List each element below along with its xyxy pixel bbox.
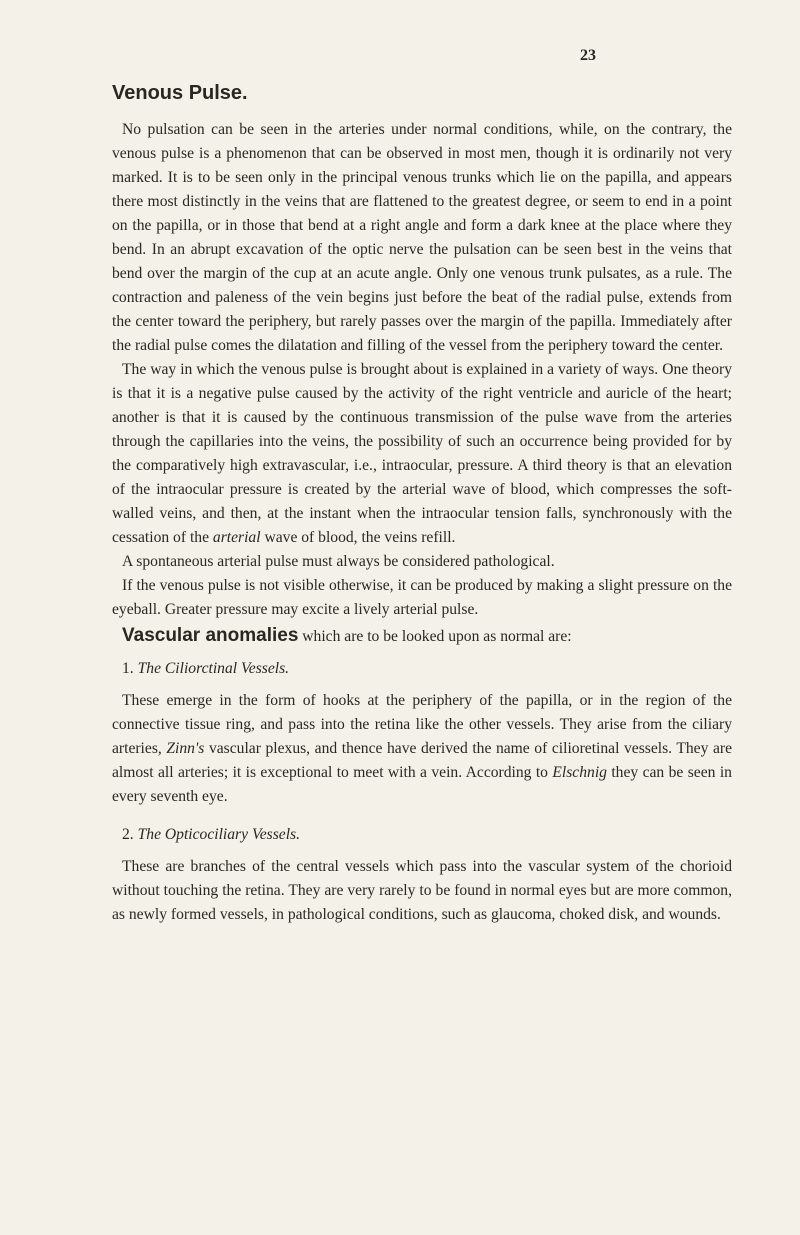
subheading-ciliorctinal-vessels xyxy=(112,657,732,681)
page-content xyxy=(112,78,732,927)
section-title: Venous Pulse. xyxy=(112,82,248,104)
paragraph-text: wave of blood, the veins refill. xyxy=(260,529,456,546)
vascular-anomalies-intro xyxy=(112,624,732,649)
paragraph-text: they can be seen in every seventh eye. xyxy=(112,764,732,805)
paragraph-text: The way in which the venous pulse is brought about is explained in a variety of ways. One theory is that it is a negative pulse caused by the activity of the right ventricle and auricle of the heart; another is that it is caused by the continuous transmission of the pulse wave from the arteries through the capillaries into the veins, the possibility of such an occurrence being provided for by the comparatively high extravascular, i.e., intraocular, pressure. A third theory is that an elevation of the intraocular pressure is created by the arterial wave of blood, which compresses the soft-walled veins, and then, at the instant when the intraocular tension falls, synchronously with the cessation of the xyxy=(112,361,732,546)
paragraph-venous-pulse-theories xyxy=(112,358,732,550)
vascular-anomalies-text: which are to be looked upon as normal are: xyxy=(298,628,572,645)
paragraph-opticociliary-vessels: These are branches of the central vessels which pass into the vascular system of the chorioid without touching the retina. They are very rarely to be found in normal eyes but are more common, as newly formed vessels, in pathological conditions, such as glaucoma, choked disk, and wounds. xyxy=(112,858,732,923)
paragraph-text: These emerge in the form of hooks at the periphery of the papilla, or in the region of the connective tissue ring, and pass into the retina like the other vessels. They arise from the ciliary arteries, xyxy=(112,692,732,757)
emphasis-elschnig: Elschnig xyxy=(552,764,607,781)
item-number: 1. xyxy=(122,660,134,677)
page-number: 23 xyxy=(580,47,596,64)
paragraph-pressure: If the venous pulse is not visible otherwise, it can be produced by making a slight pressure on the eyeball. Greater pressure may excite a lively arterial pulse. xyxy=(112,577,732,618)
emphasis-arterial: arterial xyxy=(212,529,261,546)
subheading-opticociliary-vessels xyxy=(112,823,732,847)
item-title: The Ciliorctinal Vessels. xyxy=(137,660,290,677)
vascular-anomalies-heading: Vascular anomalies xyxy=(122,625,299,646)
paragraph-arterial-pulse: A spontaneous arterial pulse must always be considered pathological. xyxy=(122,553,555,570)
paragraph-venous-pulse-description: No pulsation can be seen in the arteries under normal conditions, while, on the contrary, the venous pulse is a phenomenon that can be observed in most men, though it is ordinarily not very marked. It is to be seen only in the principal venous trunks which lie on the papilla, and appears there most distinctly in the veins that are flattened to the greatest degree, or seem to end in a point on the papilla, or in those that bend at a right angle and form a dark knee at the place where they bend. In an abrupt excavation of the optic nerve the pulsation can be seen best in the veins that bend over the margin of the cup at an acute angle. Only one venous trunk pulsates, as a rule. The contraction and paleness of the vein begins just before the beat of the radial pulse, extends from the center toward the periphery, but rarely passes over the margin of the papilla. Immediately after the radial pulse comes the dilatation and filling of the vessel from the periphery toward the center. xyxy=(112,121,732,354)
item-number: 2. xyxy=(122,826,134,843)
item-title: The Opticociliary Vessels. xyxy=(137,826,301,843)
paragraph-ciliorctinal-vessels xyxy=(112,689,732,809)
emphasis-zinns: Zinn's xyxy=(166,740,205,757)
paragraph-text: vascular plexus, and thence have derived the name of cilioretinal vessels. They are almost all arteries; it is exceptional to meet with a vein. According to xyxy=(112,740,732,781)
